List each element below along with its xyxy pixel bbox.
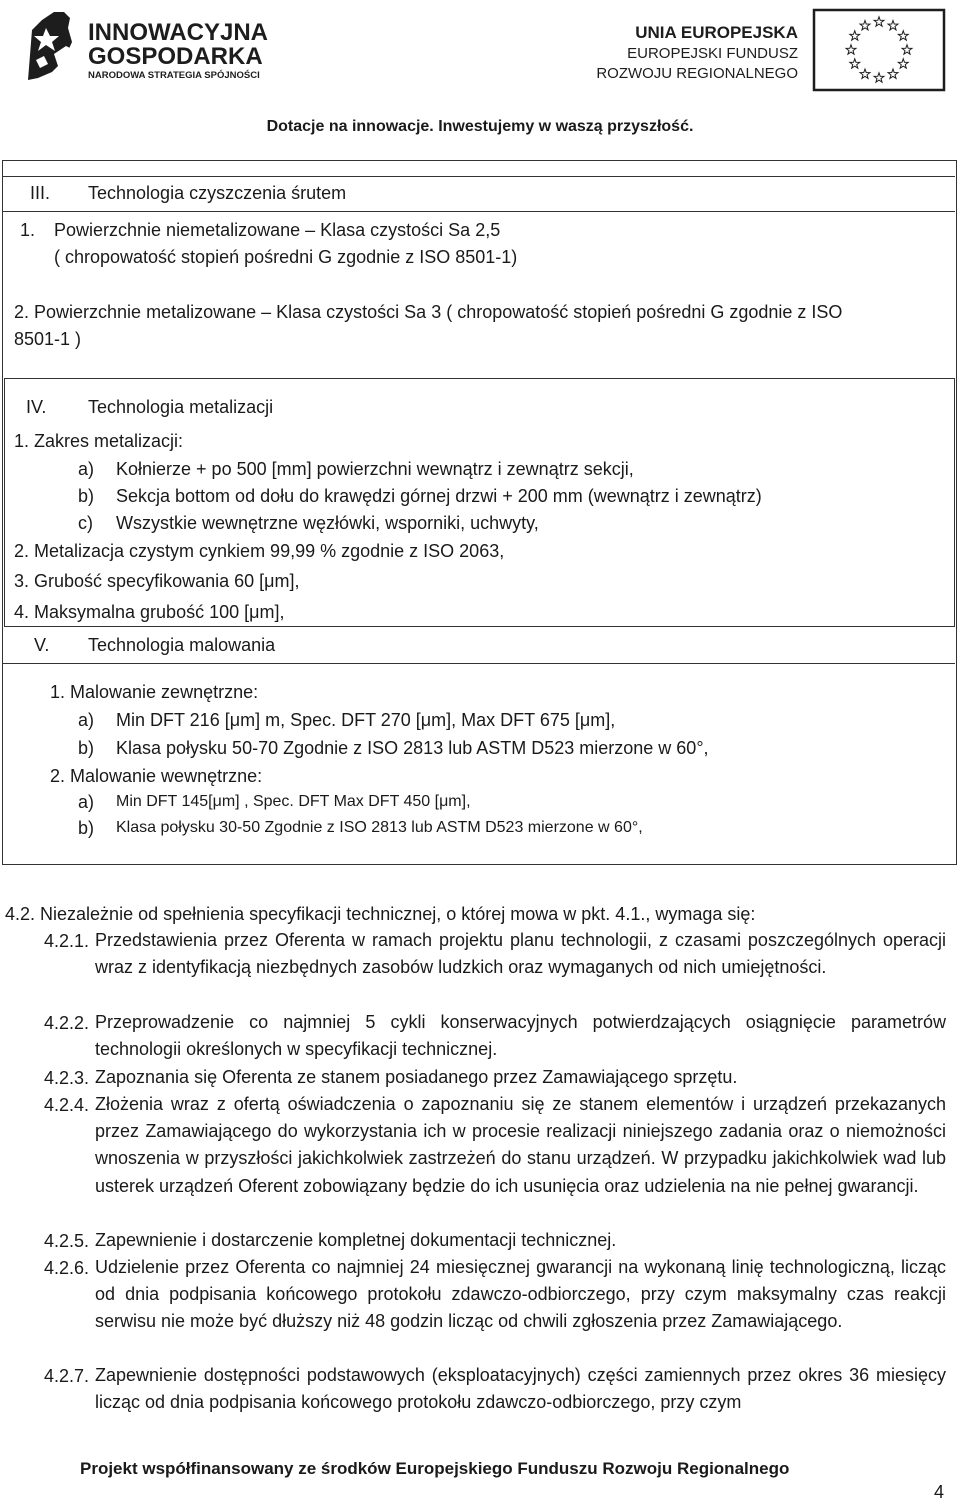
section-v-item2: 2. Malowanie wewnętrzne: — [50, 766, 263, 786]
item-number: 4.2.3. — [44, 1068, 90, 1088]
item-text: Przeprowadzenie co najmniej 5 cykli konserwacyjnych potwierdzających osiągnięcie parametrów technologii określonych w specyfikacji technicznej. — [95, 1012, 946, 1060]
section-iv-sub-a-label: a) — [78, 459, 95, 479]
section-v-sub-a: Min DFT 216 [μm] m, Spec. DFT 270 [μm], Max DFT 675 [μm], — [116, 710, 616, 730]
item-text: Zapewnienie i dostarczenie kompletnej dokumentacji technicznej. — [95, 1230, 617, 1250]
logo-line3: NARODOWA STRATEGIA SPÓJNOŚCI — [88, 70, 260, 81]
item-text: Przedstawienia przez Oferenta w ramach projektu planu technologii, z czasami poszczególnych operacji wraz z identyfikacją niezbędnych zasobów ludzkich oraz wymaganych od nich umiejętności. — [95, 930, 946, 978]
logo-flag-icon — [28, 12, 74, 80]
section-v-item1: 1. Malowanie zewnętrzne: — [50, 682, 259, 702]
footer-text: Projekt współfinansowany ze środków Europejskiego Funduszu Rozwoju Regionalnego — [80, 1459, 790, 1478]
item-text: Zapoznania się Oferenta ze stanem posiadanego przez Zamawiającego sprzętu. — [95, 1067, 738, 1087]
logo-line2: GOSPODARKA — [88, 43, 263, 70]
eu-line3: ROZWOJU REGIONALNEGO — [596, 65, 798, 82]
item-number: 4.2.7. — [44, 1366, 90, 1386]
eu-line1: UNIA EUROPEJSKA — [635, 23, 798, 42]
tagline: Dotacje na innowacje. Inwestujemy w waszą przyszłość. — [266, 118, 694, 135]
section-iv-sub-b-label: b) — [78, 486, 95, 506]
item-number: 4.2.6. — [44, 1258, 90, 1278]
section-v-sub2b: Klasa połysku 30-50 Zgodnie z ISO 2813 lub ASTM D523 mierzone w 60°, — [116, 819, 643, 836]
innowacyjna-gospodarka-logo — [24, 6, 274, 88]
divider-line — [3, 176, 955, 177]
eu-fund-logo — [596, 4, 950, 92]
section-v-title: Technologia malowania — [88, 635, 276, 655]
section-iii-number: III. — [30, 183, 51, 203]
section-iv-item1: 1. Zakres metalizacji: — [14, 431, 184, 451]
section-iv-item4: 4. Maksymalna grubość 100 [μm], — [14, 602, 285, 622]
divider-line — [3, 663, 955, 664]
section-v-sub2a-label: a) — [78, 792, 95, 812]
section-iv-item2: 2. Metalizacja czystym cynkiem 99,99 % zgodnie z ISO 2063, — [14, 541, 505, 561]
section-iii-item1-line1: Powierzchnie niemetalizowane – Klasa czystości Sa 2,5 — [54, 220, 501, 240]
section-iv-sub-c: Wszystkie wewnętrzne węzłówki, wsporniki, uchwyty, — [116, 513, 539, 533]
section-iv-title: Technologia metalizacji — [88, 397, 274, 417]
section-v-number: V. — [34, 635, 50, 655]
section-iii-item2-line1: 2. Powierzchnie metalizowane – Klasa czystości Sa 3 ( chropowatość stopień pośredni G zgodnie z ISO — [14, 302, 843, 322]
section-iii-item1-line2: ( chropowatość stopień pośredni G zgodnie z ISO 8501-1) — [54, 247, 518, 267]
section-iv-sub-a: Kołnierze + po 500 [mm] powierzchni wewnątrz i zewnątrz sekcji, — [116, 459, 634, 479]
page-number: 4 — [934, 1482, 945, 1502]
eu-flag-icon — [814, 10, 944, 90]
section-iv-sub-c-label: c) — [78, 513, 93, 533]
section-v-sub2b-label: b) — [78, 818, 95, 838]
section-iv-item3: 3. Grubość specyfikowania 60 [μm], — [14, 571, 300, 591]
requirements-heading: 4.2. Niezależnie od spełnienia specyfikacji technicznej, o której mowa w pkt. 4.1., wymaga się: — [5, 904, 756, 924]
section-iii-item1-number: 1. — [20, 220, 36, 240]
divider-line — [3, 211, 955, 212]
section-iii-title: Technologia czyszczenia śrutem — [88, 183, 347, 203]
item-number: 4.2.2. — [44, 1013, 90, 1033]
eu-line2: EUROPEJSKI FUNDUSZ — [627, 45, 798, 62]
section-iv-number: IV. — [26, 397, 47, 417]
section-v-sub-b-label: b) — [78, 738, 95, 758]
item-number: 4.2.4. — [44, 1095, 90, 1115]
logo-line1: INNOWACYJNA — [88, 19, 269, 46]
item-text: Złożenia wraz z ofertą oświadczenia o zapoznaniu się ze stanem elementów i urządzeń przekazanych przez Zamawiającego do wykorzystania ich w procesie realizacji niniejszego zadania oraz o niemożności wnoszenia w przyszłości jakichkolwiek zastrzeżeń do stanu urządzeń. W przypadku jakichkolwiek wad lub usterek urządzeń Oferent zobowiązany będzie do ich usunięcia oraz udzielenia na nie pełnej gwarancji. — [95, 1094, 946, 1196]
item-number: 4.2.1. — [44, 931, 90, 951]
section-v-sub2a: Min DFT 145[μm] , Spec. DFT Max DFT 450 [μm], — [116, 793, 471, 810]
item-text: Zapewnienie dostępności podstawowych (eksploatacyjnych) części zamiennych przez okres 36 miesięcy licząc od dnia podpisania końcowego protokołu zdawczo-odbiorczego, przy czym — [95, 1365, 946, 1413]
section-v-sub-b: Klasa połysku 50-70 Zgodnie z ISO 2813 lub ASTM D523 mierzone w 60°, — [116, 738, 709, 758]
item-number: 4.2.5. — [44, 1231, 90, 1251]
section-iv-sub-b: Sekcja bottom od dołu do krawędzi górnej drzwi + 200 mm (wewnątrz i zewnątrz) — [116, 486, 762, 506]
item-text: Udzielenie przez Oferenta co najmniej 24 miesięcznej gwarancji na wykonaną linię technologiczną, licząc od dnia podpisania końcowego protokołu zdawczo-odbiorczego, przy czym maksymalny czas reakcji serwisu nie może być dłuższy niż 48 godzin licząc od chwili zgłoszenia przez Zamawiającego. — [95, 1257, 946, 1332]
section-iii-item2-line2: 8501-1 ) — [14, 329, 82, 349]
section-v-sub-a-label: a) — [78, 710, 95, 730]
